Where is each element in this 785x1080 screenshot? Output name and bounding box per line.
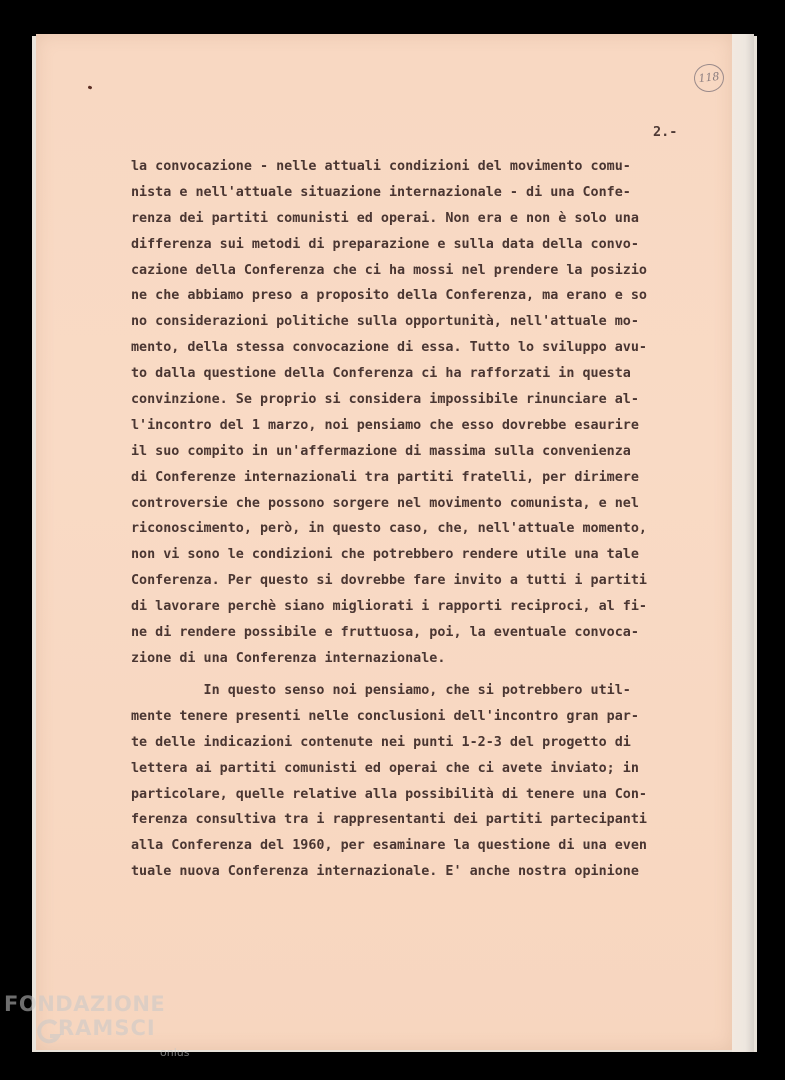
- text-line: di Conferenze internazionali tra partiti fratelli, per dirimere: [131, 469, 639, 485]
- watermark-suffix: onlus: [160, 1046, 190, 1059]
- text-line: nista e nell'attuale situazione internazionale - di una Confe-: [131, 184, 631, 200]
- text-line: la convocazione - nelle attuali condizioni del movimento comu-: [131, 159, 631, 174]
- text-line: mente tenere presenti nelle conclusioni dell'incontro gran par-: [131, 708, 639, 724]
- text-line: controversie che possono sorgere nel movimento comunista, e nel: [131, 495, 639, 511]
- text-line: ne di rendere possibile e fruttuosa, poi, la eventuale convoca-: [131, 625, 639, 641]
- watermark-subtitle: RAMSCI: [58, 1016, 156, 1040]
- text-line: zione di una Conferenza internazionale.: [131, 650, 446, 666]
- fondazione-gramsci-watermark: [4, 992, 204, 1080]
- text-line: renza dei partiti comunisti ed operai. Non era e non è solo una: [131, 210, 639, 226]
- text-line: particolare, quelle relative alla possibilità di tenere una Con-: [131, 786, 647, 802]
- text-line: to dalla questione della Conferenza ci ha rafforzati in questa: [131, 366, 631, 382]
- text-line: In questo senso noi pensiamo, che si potrebbero util-: [131, 683, 631, 698]
- text-line: non vi sono le condizioni che potrebbero rendere utile una tale: [131, 547, 639, 563]
- watermark-title: FONDAZIONE: [4, 992, 166, 1016]
- text-line: Conferenza. Per questo si dovrebbe fare invito a tutti i partiti: [131, 573, 647, 589]
- text-line: riconoscimento, però, in questo caso, che, nell'attuale momento,: [131, 521, 647, 537]
- page-number: 2.-: [653, 124, 678, 140]
- archive-folio-stamp: 118: [693, 63, 726, 94]
- paragraph-1: [131, 154, 647, 672]
- text-line: alla Conferenza del 1960, per esaminare la questione di una even: [131, 838, 647, 854]
- text-line: convinzione. Se proprio si considera impossibile rinunciare al-: [131, 392, 639, 408]
- text-line: lettera ai partiti comunisti ed operai che ci avete inviato; in: [131, 760, 639, 776]
- text-line: il suo compito in un'affermazione di massima sulla convenienza: [131, 443, 631, 459]
- paragraph-2: [131, 678, 647, 885]
- sheet-right-edge: [732, 34, 754, 1052]
- text-line: ne che abbiamo preso a proposito della Conferenza, ma erano e so: [131, 288, 647, 304]
- text-line: l'incontro del 1 marzo, noi pensiamo che esso dovrebbe esaurire: [131, 417, 639, 433]
- text-line: ferenza consultiva tra i rappresentanti dei partiti partecipanti: [131, 812, 647, 828]
- text-line: te delle indicazioni contenute nei punti 1-2-3 del progetto di: [131, 734, 631, 750]
- text-line: differenza sui metodi di preparazione e sulla data della convo-: [131, 236, 639, 252]
- text-line: mento, della stessa convocazione di essa. Tutto lo sviluppo avu-: [131, 340, 647, 356]
- text-line: tuale nuova Conferenza internazionale. E' anche nostra opinione: [131, 864, 639, 880]
- text-line: no considerazioni politiche sulla opportunità, nell'attuale mo-: [131, 314, 639, 330]
- text-line: cazione della Conferenza che ci ha mossi nel prendere la posizio: [131, 262, 647, 278]
- text-line: di lavorare perchè siano migliorati i rapporti reciproci, al fi-: [131, 599, 647, 615]
